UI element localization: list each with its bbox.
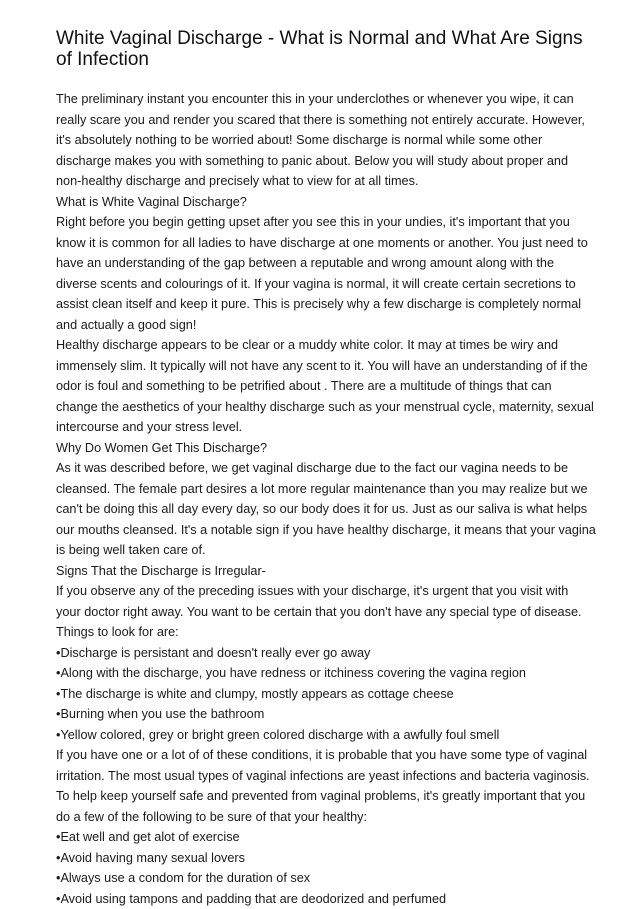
page-title: White Vaginal Discharge - What is Normal and What Are Signs of Infection xyxy=(56,28,596,70)
paragraph-signs-1: If you observe any of the preceding issues with your discharge, it's urgent that you visit with your doctor right away. You want to be certain that you don't have any special type of disease. Things to look for are: xyxy=(56,581,596,643)
symptom-list xyxy=(56,643,596,746)
list-item: • Yellow colored, grey or bright green colored discharge with a awfully foul smell xyxy=(56,725,596,746)
document-page xyxy=(56,28,596,909)
list-item: • The discharge is white and clumpy, mostly appears as cottage cheese xyxy=(56,684,596,705)
section-heading-what-is: What is White Vaginal Discharge? xyxy=(56,192,596,213)
list-item: • Eat well and get alot of exercise xyxy=(56,827,596,848)
list-item: • Avoid using tampons and padding that are deodorized and perfumed xyxy=(56,889,596,909)
intro-paragraph: The preliminary instant you encounter this in your underclothes or whenever you wipe, it can really scare you and render you scared that there is something not entirely accurate. However, it's absolutely nothing to be worried about! Some discharge is normal while some other discharge makes you with something to panic about. Below you will study about proper and non-healthy discharge and precisely what to view for at all times. xyxy=(56,89,596,192)
section-heading-why: Why Do Women Get This Discharge? xyxy=(56,438,596,459)
prevention-list xyxy=(56,827,596,909)
paragraph-why-1: As it was described before, we get vaginal discharge due to the fact our vagina needs to be cleansed. The female part desires a lot more regular maintenance than you may realize but we can't be doing this all day every day, so our body does it for us. Just as our saliva is what helps our mouths cleansed. It's a notable sign if you have healthy discharge, it means that your vagina is being well taken care of. xyxy=(56,458,596,561)
paragraph-what-is-1: Right before you begin getting upset after you see this in your undies, it's important that you know it is common for all ladies to have discharge at one moments or another. You just need to have an understanding of the gap between a reputable and wrong amount along with the diverse scents and colourings of it. If your vagina is normal, it will create certain secretions to assist clean itself and keep it pure. This is precisely why a few discharge is completely normal and actually a good sign! xyxy=(56,212,596,335)
section-heading-signs: Signs That the Discharge is Irregular- xyxy=(56,561,596,582)
list-item: • Along with the discharge, you have redness or itchiness covering the vagina region xyxy=(56,663,596,684)
paragraph-signs-2: If you have one or a lot of of these conditions, it is probable that you have some type of vaginal irritation. The most usual types of vaginal infections are yeast infections and bacteria vaginosis. To help keep yourself safe and prevented from vaginal problems, it's greatly important that you do a few of the following to be sure of that your healthy: xyxy=(56,745,596,827)
paragraph-what-is-2: Healthy discharge appears to be clear or a muddy white color. It may at times be wiry and immensely slim. It typically will not have any scent to it. You will have an understanding of if the odor is foul and something to be petrified about . There are a multitude of things that can change the aesthetics of your healthy discharge such as your menstrual cycle, maternity, sexual intercourse and your stress level. xyxy=(56,335,596,438)
list-item: • Always use a condom for the duration of sex xyxy=(56,868,596,889)
list-item: • Discharge is persistant and doesn't really ever go away xyxy=(56,643,596,664)
list-item: • Burning when you use the bathroom xyxy=(56,704,596,725)
list-item: • Avoid having many sexual lovers xyxy=(56,848,596,869)
